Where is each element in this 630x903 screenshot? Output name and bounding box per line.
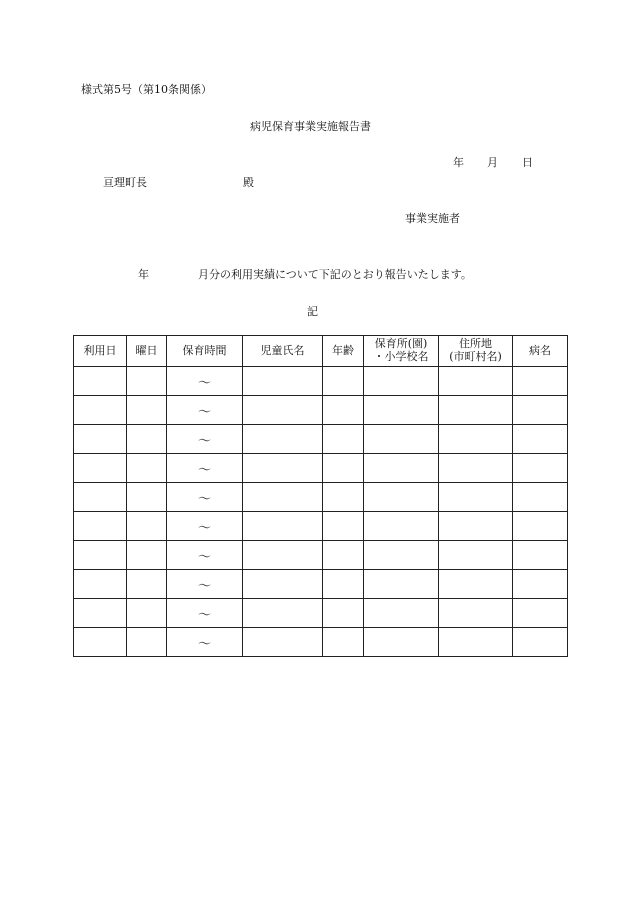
column-header <box>439 336 513 367</box>
table-cell[interactable] <box>243 628 323 657</box>
table-cell[interactable] <box>513 541 568 570</box>
table-cell[interactable] <box>127 367 167 396</box>
table-cell[interactable] <box>513 367 568 396</box>
table-cell[interactable] <box>323 541 364 570</box>
table-cell[interactable] <box>323 570 364 599</box>
table-cell[interactable] <box>74 483 127 512</box>
column-header-line1: 年齢 <box>332 343 354 357</box>
table-cell[interactable] <box>243 570 323 599</box>
table-row <box>74 396 568 425</box>
time-separator: ～ <box>197 549 211 565</box>
column-header <box>74 336 127 367</box>
table-cell[interactable] <box>167 512 243 541</box>
table-cell[interactable] <box>513 599 568 628</box>
table-cell[interactable] <box>323 512 364 541</box>
table-row <box>74 425 568 454</box>
column-header-line1: 利用日 <box>83 343 117 357</box>
table-cell[interactable] <box>364 541 439 570</box>
body-year-label: 年 <box>138 268 149 281</box>
table-cell[interactable] <box>74 425 127 454</box>
column-header <box>243 336 323 367</box>
column-header <box>364 336 439 367</box>
recipient-honorific: 殿 <box>243 176 254 189</box>
time-separator: ～ <box>197 636 211 652</box>
time-separator: ～ <box>197 433 211 449</box>
report-table <box>73 335 568 657</box>
table-cell[interactable] <box>127 599 167 628</box>
table-cell[interactable] <box>439 570 513 599</box>
document-title: 病児保育事業実施報告書 <box>250 120 371 133</box>
table-cell[interactable] <box>513 396 568 425</box>
table-row <box>74 599 568 628</box>
implementer-label: 事業実施者 <box>405 212 460 225</box>
table-cell[interactable] <box>127 512 167 541</box>
table-cell[interactable] <box>364 396 439 425</box>
table-cell[interactable] <box>167 425 243 454</box>
table-cell[interactable] <box>364 425 439 454</box>
table-cell[interactable] <box>323 628 364 657</box>
table-cell[interactable] <box>127 425 167 454</box>
time-separator: ～ <box>197 462 211 478</box>
time-separator: ～ <box>197 404 211 420</box>
time-separator: ～ <box>197 491 211 507</box>
table-cell[interactable] <box>74 512 127 541</box>
table-cell[interactable] <box>167 483 243 512</box>
table-row <box>74 483 568 512</box>
time-separator: ～ <box>197 520 211 536</box>
column-header-line2: (市町村名) <box>449 350 502 363</box>
table-cell[interactable] <box>74 454 127 483</box>
time-separator: ～ <box>197 607 211 623</box>
table-cell[interactable] <box>364 367 439 396</box>
table-cell[interactable] <box>439 541 513 570</box>
column-header-line2: ・小学校名 <box>373 350 429 363</box>
table-cell[interactable] <box>167 367 243 396</box>
column-header-line1: 保育時間 <box>182 343 227 357</box>
table-header-row <box>74 336 568 367</box>
table-cell[interactable] <box>364 512 439 541</box>
table-cell[interactable] <box>323 454 364 483</box>
table-row <box>74 367 568 396</box>
recipient-name: 亘理町長 <box>103 176 147 189</box>
table-cell[interactable] <box>127 570 167 599</box>
table-cell[interactable] <box>439 454 513 483</box>
table-row <box>74 541 568 570</box>
table-cell[interactable] <box>439 483 513 512</box>
table-cell[interactable] <box>243 425 323 454</box>
table-cell[interactable] <box>243 599 323 628</box>
table-cell[interactable] <box>364 570 439 599</box>
table-cell[interactable] <box>364 483 439 512</box>
table-body <box>74 367 568 657</box>
table-cell[interactable] <box>439 396 513 425</box>
table-cell[interactable] <box>243 512 323 541</box>
table-cell[interactable] <box>167 628 243 657</box>
table-cell[interactable] <box>127 454 167 483</box>
table-cell[interactable] <box>127 483 167 512</box>
table-cell[interactable] <box>323 425 364 454</box>
column-header <box>323 336 364 367</box>
table-cell[interactable] <box>127 396 167 425</box>
table-cell[interactable] <box>74 570 127 599</box>
table-cell[interactable] <box>74 628 127 657</box>
table-cell[interactable] <box>127 628 167 657</box>
body-text: 月分の利用実績について下記のとおり報告いたします。 <box>198 268 472 281</box>
date-day-label: 日 <box>522 156 533 169</box>
table-cell[interactable] <box>513 570 568 599</box>
table-cell[interactable] <box>167 454 243 483</box>
ki-label: 記 <box>307 305 318 318</box>
table-cell[interactable] <box>323 599 364 628</box>
table-cell[interactable] <box>167 396 243 425</box>
table-cell[interactable] <box>513 483 568 512</box>
table-cell[interactable] <box>323 396 364 425</box>
column-header <box>167 336 243 367</box>
column-header-line1: 病名 <box>529 343 551 357</box>
table-cell[interactable] <box>323 483 364 512</box>
table-cell[interactable] <box>513 512 568 541</box>
table-cell[interactable] <box>439 367 513 396</box>
date-year-label: 年 <box>453 156 464 169</box>
column-header-line1: 保育所(園) <box>374 337 428 351</box>
date-month-label: 月 <box>487 156 498 169</box>
table-cell[interactable] <box>74 396 127 425</box>
table-row <box>74 628 568 657</box>
table-cell[interactable] <box>439 512 513 541</box>
table-cell[interactable] <box>439 628 513 657</box>
column-header <box>513 336 568 367</box>
time-separator: ～ <box>197 375 211 391</box>
table-row <box>74 512 568 541</box>
table-cell[interactable] <box>74 541 127 570</box>
table-cell[interactable] <box>364 628 439 657</box>
table-cell[interactable] <box>167 570 243 599</box>
table-cell[interactable] <box>127 541 167 570</box>
table-cell[interactable] <box>513 454 568 483</box>
table-cell[interactable] <box>167 541 243 570</box>
table-cell[interactable] <box>439 599 513 628</box>
table-row <box>74 454 568 483</box>
table-cell[interactable] <box>243 396 323 425</box>
table-cell[interactable] <box>74 599 127 628</box>
table-cell[interactable] <box>364 599 439 628</box>
column-header-line1: 児童氏名 <box>260 343 305 357</box>
column-header-line1: 住所地 <box>459 337 492 351</box>
table-row <box>74 570 568 599</box>
table-cell[interactable] <box>513 425 568 454</box>
column-header-line1: 曜日 <box>135 343 158 357</box>
table-cell[interactable] <box>243 454 323 483</box>
column-header <box>127 336 167 367</box>
table-cell[interactable] <box>74 367 127 396</box>
form-number: 様式第5号（第10条関係） <box>81 83 212 96</box>
table-cell[interactable] <box>243 483 323 512</box>
table-cell[interactable] <box>243 541 323 570</box>
table-cell[interactable] <box>167 599 243 628</box>
table-cell[interactable] <box>243 367 323 396</box>
table-cell[interactable] <box>323 367 364 396</box>
table-cell[interactable] <box>364 454 439 483</box>
table-cell[interactable] <box>513 628 568 657</box>
table-cell[interactable] <box>439 425 513 454</box>
time-separator: ～ <box>197 578 211 594</box>
